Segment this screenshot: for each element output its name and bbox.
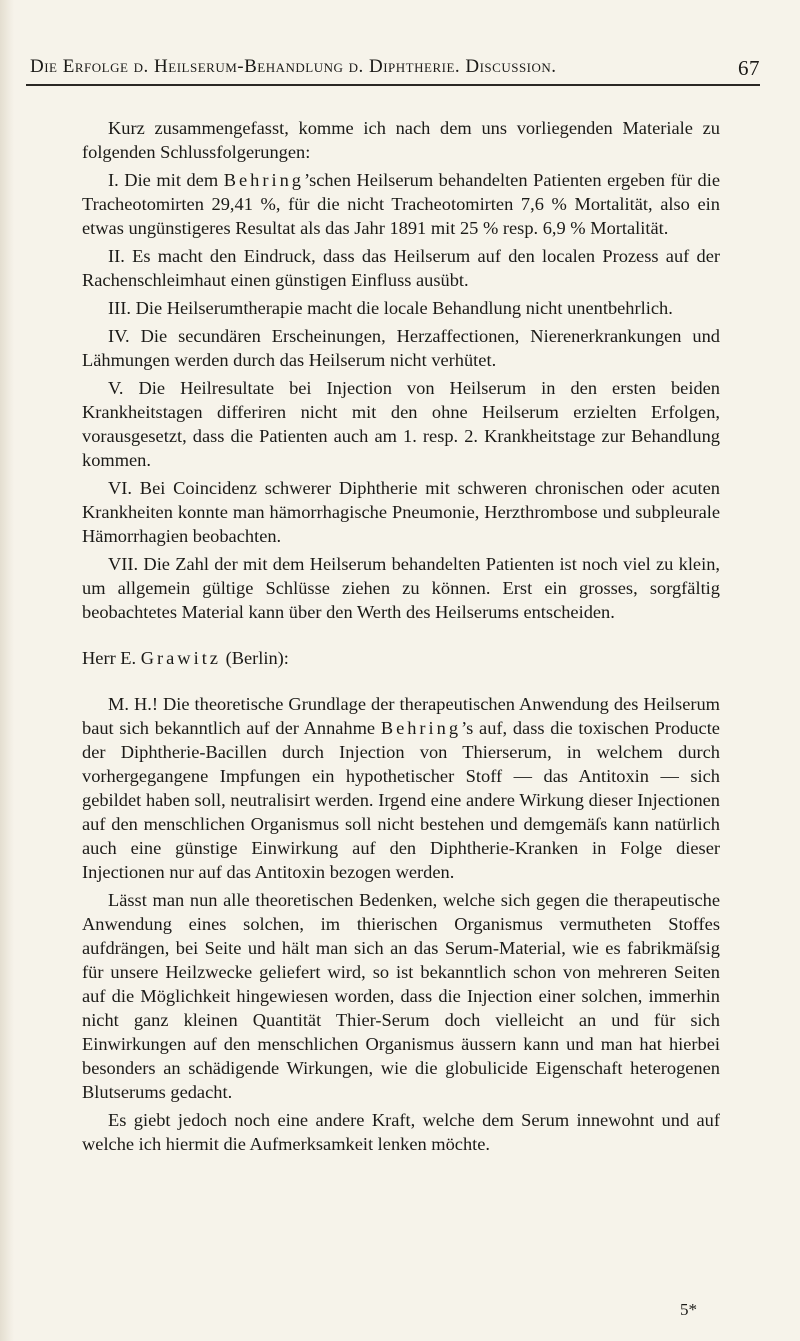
conclusion-5: V. Die Heilresultate bei Injection von Heilserum in den ersten beiden Krankheitstagen differiren nicht mit den ohne Heilserum erzielten Erfolgen, vorausgesetzt, dass die Patienten auch am 1. resp. 2. Krankheitstage zur Behandlung kommen. [82,378,720,470]
discussion-paragraph-2: Lässt man nun alle theoretischen Bedenken, welche sich gegen die therapeutische Anwendung eines solchen, im thierischen Organismus vermutheten Stoffes aufdrängen, bei Seite und hält man sich an das Serum-Material, wie es fabrikmäſsig für unsere Heilzwecke geliefert wird, so ist bekanntlich schon von mehreren Seiten auf die Möglichkeit hingewiesen worden, dass die Injection einer solchen, immerhin nicht ganz kleinen Quantität Thier-Serum doch vielleicht an und für sich Einwirkungen auf den menschlichen Organismus äussern kann und man hat hierbei besonders an schädigende Wirkungen, wie die globulicide Eigenschaft heterogenen Blutserums gedacht. [82,890,720,1102]
behring-name-2: Behring [380,718,462,738]
conclusion-1-lead: I. Die mit dem [108,170,224,190]
signature-mark: 5* [680,1300,697,1319]
conclusion-2: II. Es macht den Eindruck, dass das Heilserum auf den localen Prozess auf der Rachenschleimhaut einen günstigen Einfluss ausübt. [82,246,720,290]
running-header [30,56,760,82]
behring-name: Behring [223,170,304,190]
speaker-heading [82,646,720,670]
conclusion-4: IV. Die secundären Erscheinungen, Herzaffectionen, Nierenerkrankungen und Lähmungen werden durch das Heilserum nicht verhütet. [82,326,720,370]
speaker-prefix: Herr E. [82,648,141,668]
page-gutter-shadow [0,0,14,1341]
conclusion-1 [82,168,720,240]
body-text [82,116,720,1156]
conclusion-7: VII. Die Zahl der mit dem Heilserum behandelten Patienten ist noch viel zu klein, um allgemein gültige Schlüsse ziehen zu können. Erst ein grosses, sorgfältig beobachtetes Material kann über den Werth des Heilserums entscheiden. [82,554,720,622]
conclusion-6: VI. Bei Coincidenz schwerer Diphtherie mit schweren chronischen oder acuten Krankheiten konnte man hämorrhagische Pneumonie, Herzthrombose und subpleurale Hämorrhagien beobachten. [82,478,720,546]
discussion-paragraph-3: Es giebt jedoch noch eine andere Kraft, welche dem Serum innewohnt und auf welche ich hiermit die Aufmerksamkeit lenken möchte. [82,1110,720,1154]
header-rule [26,84,760,86]
page-number: 67 [738,56,760,80]
discussion-p1-after: ’s auf, dass die toxischen Producte der Diphtherie-Bacillen durch Injection von Thierserum, in welchem durch vorhergegangene Impfungen ein hypothetischer Stoff — das Antitoxin — sich gebildet haben soll, neutralisirt werden. Irgend eine andere Wirkung dieser Injectionen auf den menschlichen Organismus soll nicht bestehen und demgemäſs kann natürlich auch eine günstige Einwirkung auf den Diphtherie-Kranken in Folge dieser Injectionen nur auf das Antitoxin bezogen werden. [82,718,720,882]
discussion-p1-before: M. H.! Die theoretische Grundlage der therapeutischen Anwendung des Heilserum baut sich bekanntlich auf der Annahme [82,694,720,738]
speaker-suffix: (Berlin): [220,648,289,668]
conclusion-1-rest: ’schen Heilserum behandelten Patienten ergeben für die Tracheotomirten 29,41 %, für die nicht Tracheotomirten 7,6 % Mortalität, also ein etwas ungünstigeres Resultat als das Jahr 1891 mit 25 % resp. 6,9 % Mortalität. [82,170,720,238]
discussion-paragraph-1 [82,692,720,884]
running-title: Die Erfolge d. Heilserum-Behandlung d. Diphtherie. Discussion. [30,56,557,77]
intro-paragraph: Kurz zusammengefasst, komme ich nach dem uns vorliegenden Materiale zu folgenden Schlussfolgerungen: [82,118,720,162]
conclusion-3: III. Die Heilserumtherapie macht die locale Behandlung nicht unentbehrlich. [108,298,673,318]
speaker-name: Grawitz [140,648,221,668]
